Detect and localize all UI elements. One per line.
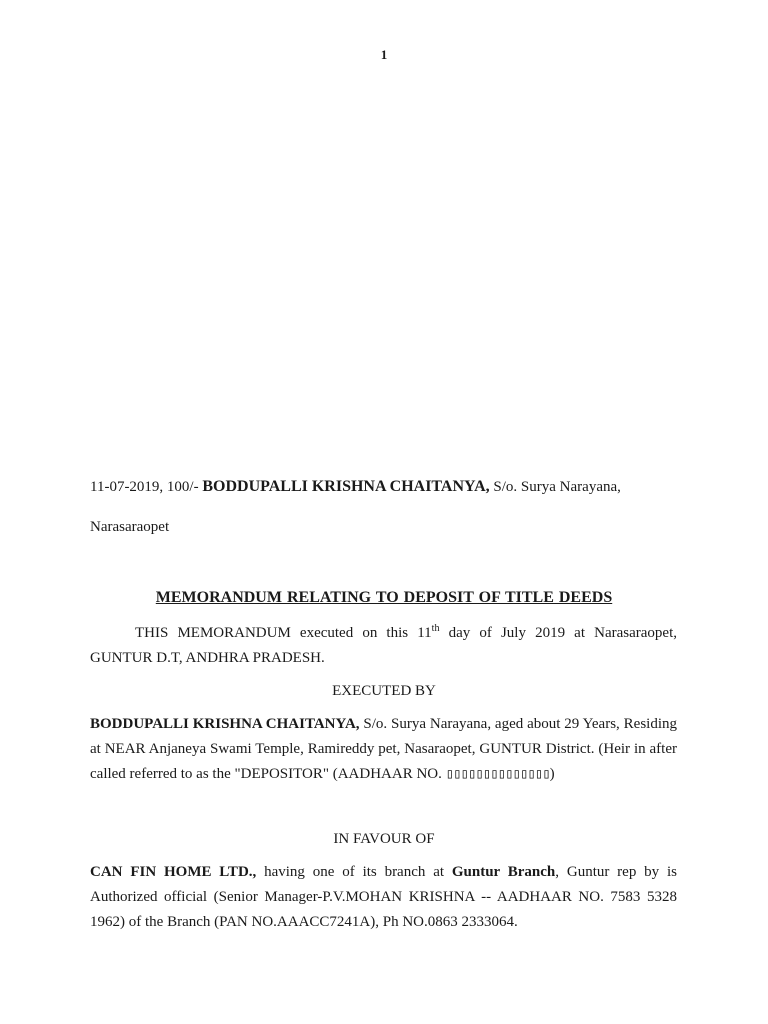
bank-branch: Guntur Branch <box>451 864 556 880</box>
depositor-paragraph <box>90 712 677 787</box>
masked-aadhaar: ▯▯▯▯▯▯▯▯▯▯▯▯▯▯ <box>445 766 550 782</box>
stamp-place: Narasaraopet <box>90 519 170 535</box>
page-number: 1 <box>380 47 388 62</box>
intro-paragraph <box>90 621 677 671</box>
depositor-closing: ) <box>549 766 555 782</box>
intro-text-rest: day of July 2019 at Narasaraopet, GUNTUR D.T, ANDHRA PRADESH. <box>90 625 677 666</box>
intro-superscript: th <box>431 623 440 634</box>
bank-name: CAN FIN HOME LTD., <box>90 864 257 880</box>
bank-paragraph <box>90 860 677 935</box>
in-favour-of-heading: IN FAVOUR OF <box>333 831 435 847</box>
stamp-prefix: 11-07-2019, 100/- <box>90 479 203 495</box>
stamp-name: BODDUPALLI KRISHNA CHAITANYA, <box>202 478 490 495</box>
depositor-details: S/o. Surya Narayana, aged about 29 Years, Residing at NEAR Anjaneya Swami Temple, Ramireddy pet, Nasaraopet, GUNTUR District. (Heir in after called referred to as the "DEPOSITOR" (AADHAAR NO. <box>90 716 677 782</box>
stamp-relation: S/o. Surya Narayana, <box>489 479 621 495</box>
stamp-line <box>90 478 680 496</box>
intro-text: THIS MEMORANDUM executed on this 11 <box>135 625 432 641</box>
executed-by-heading: EXECUTED BY <box>332 683 436 699</box>
document-title: MEMORANDUM RELATING TO DEPOSIT OF TITLE DEEDS <box>155 589 613 606</box>
depositor-name: BODDUPALLI KRISHNA CHAITANYA, <box>90 716 360 732</box>
bank-details: , Guntur rep by is Authorized official (Senior Manager-P.V.MOHAN KRISHNA -- AADHAAR NO. 7583 5328 1962) of the Branch (PAN NO.AAACC7241A), Ph NO.0863 2333064. <box>90 864 677 930</box>
bank-text: having one of its branch at <box>256 864 452 880</box>
